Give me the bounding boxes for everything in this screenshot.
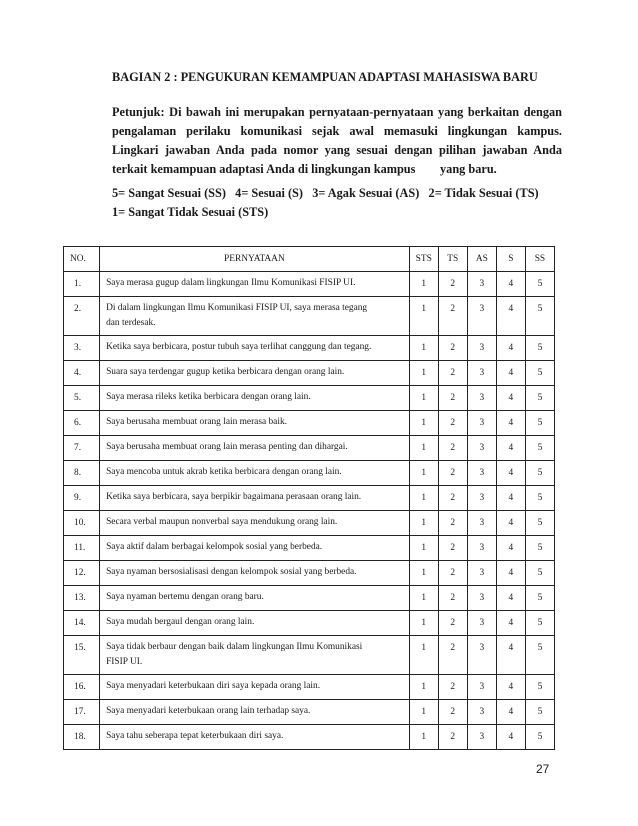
option-ss[interactable]: 5 <box>525 297 554 336</box>
option-as[interactable]: 3 <box>467 461 496 486</box>
option-s[interactable]: 4 <box>496 636 525 675</box>
statement-text: dan terdesak. <box>106 318 156 328</box>
statement-cell <box>100 611 410 636</box>
option-as[interactable]: 3 <box>467 700 496 725</box>
statement-cell <box>100 272 410 297</box>
option-as[interactable]: 3 <box>467 436 496 461</box>
option-ts[interactable]: 2 <box>438 361 467 386</box>
header-ts: TS <box>438 247 467 272</box>
instruction-line: Petunjuk: Di bawah ini merupakan pernyataan-pernyataan yang berkaitan dengan <box>112 105 562 119</box>
option-s[interactable]: 4 <box>496 297 525 336</box>
table-header-row <box>64 247 555 272</box>
row-number: 11. <box>64 536 100 561</box>
option-s[interactable]: 4 <box>496 586 525 611</box>
instruction-line: pengalaman perilaku komunikasi sejak awal memasuki lingkungan kampus. <box>112 124 562 138</box>
table-row <box>64 272 555 297</box>
table-row <box>64 411 555 436</box>
statement-cell <box>100 586 410 611</box>
table-row <box>64 675 555 700</box>
option-ts[interactable]: 2 <box>438 561 467 586</box>
option-as[interactable]: 3 <box>467 725 496 750</box>
option-ts[interactable]: 2 <box>438 272 467 297</box>
option-ts[interactable]: 2 <box>438 536 467 561</box>
statement-text: Saya tahu seberapa tepat keterbukaan diri saya. <box>106 731 284 741</box>
row-number: 17. <box>64 700 100 725</box>
option-as[interactable]: 3 <box>467 561 496 586</box>
statement-text: Saya mudah bergaul dengan orang lain. <box>106 617 255 627</box>
option-sts[interactable]: 1 <box>409 461 438 486</box>
option-as[interactable]: 3 <box>467 611 496 636</box>
statement-cell <box>100 461 410 486</box>
row-number: 1. <box>64 272 100 297</box>
option-ss[interactable]: 5 <box>525 411 554 436</box>
scale-line: 5= Sangat Sesuai (SS) 4= Sesuai (S) 3= Agak Sesuai (AS) 2= Tidak Sesuai (TS) <box>112 186 539 200</box>
option-ts[interactable]: 2 <box>438 297 467 336</box>
statement-cell <box>100 336 410 361</box>
option-ss[interactable]: 5 <box>525 725 554 750</box>
statement-text: Ketika saya berbicara, postur tubuh saya terlihat canggung dan tegang. <box>106 342 372 352</box>
table-row <box>64 486 555 511</box>
statement-cell <box>100 536 410 561</box>
option-s[interactable]: 4 <box>496 486 525 511</box>
option-ss[interactable]: 5 <box>525 636 554 675</box>
row-number: 12. <box>64 561 100 586</box>
statement-text: Saya berusaha membuat orang lain merasa baik. <box>106 417 287 427</box>
table-row <box>64 636 555 675</box>
option-as[interactable]: 3 <box>467 272 496 297</box>
option-ss[interactable]: 5 <box>525 361 554 386</box>
option-sts[interactable]: 1 <box>409 511 438 536</box>
option-ss[interactable]: 5 <box>525 586 554 611</box>
option-ts[interactable]: 2 <box>438 336 467 361</box>
row-number: 14. <box>64 611 100 636</box>
row-number: 18. <box>64 725 100 750</box>
statement-text: Saya nyaman bersosialisasi dengan kelompok sosial yang berbeda. <box>106 567 357 577</box>
option-as[interactable]: 3 <box>467 297 496 336</box>
option-sts[interactable]: 1 <box>409 636 438 675</box>
statement-cell <box>100 511 410 536</box>
option-as[interactable]: 3 <box>467 411 496 436</box>
option-sts[interactable]: 1 <box>409 611 438 636</box>
statement-text: Saya mencoba untuk akrab ketika berbicara dengan orang lain. <box>106 467 342 477</box>
statement-text: Secara verbal maupun nonverbal saya mendukung orang lain. <box>106 517 338 527</box>
option-ts[interactable]: 2 <box>438 586 467 611</box>
option-sts[interactable]: 1 <box>409 725 438 750</box>
option-sts[interactable]: 1 <box>409 536 438 561</box>
table-row <box>64 561 555 586</box>
statement-text: Saya aktif dalam berbagai kelompok sosial yang berbeda. <box>106 542 323 552</box>
option-as[interactable]: 3 <box>467 636 496 675</box>
header-sts: STS <box>409 247 438 272</box>
row-number: 7. <box>64 436 100 461</box>
statement-cell <box>100 361 410 386</box>
header-no: NO. <box>64 247 100 272</box>
option-as[interactable]: 3 <box>467 361 496 386</box>
option-sts[interactable]: 1 <box>409 297 438 336</box>
option-as[interactable]: 3 <box>467 536 496 561</box>
option-ts[interactable]: 2 <box>438 386 467 411</box>
scale-line: 1= Sangat Tidak Sesuai (STS) <box>112 205 269 219</box>
table-row <box>64 336 555 361</box>
option-ts[interactable]: 2 <box>438 486 467 511</box>
statement-text: Saya menyadari keterbukaan orang lain terhadap saya. <box>106 706 311 716</box>
option-ss[interactable]: 5 <box>525 272 554 297</box>
option-as[interactable]: 3 <box>467 336 496 361</box>
table-row <box>64 361 555 386</box>
table-row <box>64 386 555 411</box>
statement-text: Saya nyaman bertemu dengan orang baru. <box>106 592 264 602</box>
option-ss[interactable]: 5 <box>525 436 554 461</box>
page-number: 27 <box>536 762 550 776</box>
row-number: 5. <box>64 386 100 411</box>
option-s[interactable]: 4 <box>496 461 525 486</box>
option-sts[interactable]: 1 <box>409 336 438 361</box>
option-ss[interactable]: 5 <box>525 675 554 700</box>
statement-text: Di dalam lingkungan Ilmu Komunikasi FISIP UI, saya merasa tegang <box>106 303 368 313</box>
option-as[interactable]: 3 <box>467 586 496 611</box>
table-row <box>64 586 555 611</box>
option-as[interactable]: 3 <box>467 486 496 511</box>
option-sts[interactable]: 1 <box>409 486 438 511</box>
answer-scale-legend <box>112 184 582 222</box>
option-ss[interactable]: 5 <box>525 486 554 511</box>
row-number: 9. <box>64 486 100 511</box>
option-s[interactable]: 4 <box>496 611 525 636</box>
option-ts[interactable]: 2 <box>438 411 467 436</box>
table-row <box>64 461 555 486</box>
statement-cell <box>100 297 410 336</box>
option-s[interactable]: 4 <box>496 511 525 536</box>
option-ts[interactable]: 2 <box>438 725 467 750</box>
option-sts[interactable]: 1 <box>409 675 438 700</box>
section-title: BAGIAN 2 : PENGUKURAN KEMAMPUAN ADAPTASI MAHASISWA BARU <box>112 70 538 84</box>
row-number: 4. <box>64 361 100 386</box>
option-ss[interactable]: 5 <box>525 461 554 486</box>
option-sts[interactable]: 1 <box>409 561 438 586</box>
option-sts[interactable]: 1 <box>409 586 438 611</box>
statement-cell <box>100 486 410 511</box>
statement-cell <box>100 700 410 725</box>
option-s[interactable]: 4 <box>496 436 525 461</box>
option-s[interactable]: 4 <box>496 675 525 700</box>
option-sts[interactable]: 1 <box>409 361 438 386</box>
option-ts[interactable]: 2 <box>438 436 467 461</box>
statement-cell <box>100 675 410 700</box>
option-s[interactable]: 4 <box>496 725 525 750</box>
statement-text: Saya berusaha membuat orang lain merasa penting dan dihargai. <box>106 442 348 452</box>
option-ts[interactable]: 2 <box>438 511 467 536</box>
table-row <box>64 536 555 561</box>
header-as: AS <box>467 247 496 272</box>
option-ts[interactable]: 2 <box>438 636 467 675</box>
option-ts[interactable]: 2 <box>438 675 467 700</box>
option-s[interactable]: 4 <box>496 272 525 297</box>
row-number: 16. <box>64 675 100 700</box>
option-as[interactable]: 3 <box>467 386 496 411</box>
option-s[interactable]: 4 <box>496 561 525 586</box>
questionnaire-table <box>63 246 555 750</box>
option-s[interactable]: 4 <box>496 361 525 386</box>
table-row <box>64 725 555 750</box>
statement-text: FISIP UI. <box>106 657 143 667</box>
table-row <box>64 700 555 725</box>
row-number: 8. <box>64 461 100 486</box>
statement-cell <box>100 636 410 675</box>
option-s[interactable]: 4 <box>496 386 525 411</box>
option-ss[interactable]: 5 <box>525 386 554 411</box>
statement-cell <box>100 436 410 461</box>
instructions <box>112 103 562 179</box>
row-number: 6. <box>64 411 100 436</box>
statement-text: Saya tidak berbaur dengan baik dalam lingkungan Ilmu Komunikasi <box>106 642 363 652</box>
option-sts[interactable]: 1 <box>409 436 438 461</box>
option-as[interactable]: 3 <box>467 511 496 536</box>
option-ss[interactable]: 5 <box>525 700 554 725</box>
statement-text: Saya merasa rileks ketika berbicara dengan orang lain. <box>106 392 311 402</box>
option-sts[interactable]: 1 <box>409 272 438 297</box>
option-sts[interactable]: 1 <box>409 386 438 411</box>
option-ts[interactable]: 2 <box>438 611 467 636</box>
row-number: 15. <box>64 636 100 675</box>
row-number: 2. <box>64 297 100 336</box>
option-ss[interactable]: 5 <box>525 561 554 586</box>
statement-cell <box>100 411 410 436</box>
row-number: 13. <box>64 586 100 611</box>
header-s: S <box>496 247 525 272</box>
row-number: 10. <box>64 511 100 536</box>
option-ss[interactable]: 5 <box>525 536 554 561</box>
instruction-line: Lingkari jawaban Anda pada nomor yang sesuai dengan pilihan jawaban Anda <box>112 143 562 157</box>
option-ts[interactable]: 2 <box>438 461 467 486</box>
option-ss[interactable]: 5 <box>525 511 554 536</box>
option-s[interactable]: 4 <box>496 536 525 561</box>
statement-text: Ketika saya berbicara, saya berpikir bagaimana perasaan orang lain. <box>106 492 362 502</box>
header-ss: SS <box>525 247 554 272</box>
option-ss[interactable]: 5 <box>525 611 554 636</box>
option-ts[interactable]: 2 <box>438 700 467 725</box>
statement-text: Suara saya terdengar gugup ketika berbicara dengan orang lain. <box>106 367 345 377</box>
statement-cell <box>100 561 410 586</box>
header-statement: PERNYATAAN <box>100 247 410 272</box>
option-s[interactable]: 4 <box>496 336 525 361</box>
table-row <box>64 297 555 336</box>
table-row <box>64 611 555 636</box>
option-s[interactable]: 4 <box>496 411 525 436</box>
row-number: 3. <box>64 336 100 361</box>
option-s[interactable]: 4 <box>496 700 525 725</box>
statement-text: Saya merasa gugup dalam lingkungan Ilmu Komunikasi FISIP UI. <box>106 278 356 288</box>
statement-cell <box>100 386 410 411</box>
option-sts[interactable]: 1 <box>409 700 438 725</box>
option-as[interactable]: 3 <box>467 675 496 700</box>
option-sts[interactable]: 1 <box>409 411 438 436</box>
instruction-line: terkait kemampuan adaptasi Anda di lingkungan kampus yang baru. <box>112 162 497 176</box>
statement-cell <box>100 725 410 750</box>
table-row <box>64 511 555 536</box>
statement-text: Saya menyadari keterbukaan diri saya kepada orang lain. <box>106 681 321 691</box>
table-row <box>64 436 555 461</box>
option-ss[interactable]: 5 <box>525 336 554 361</box>
